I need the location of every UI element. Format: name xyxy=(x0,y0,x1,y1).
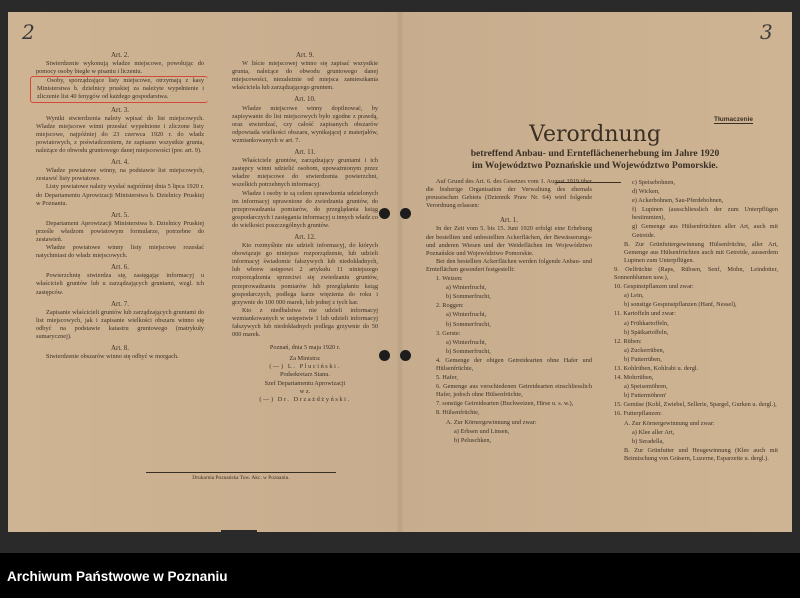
page-number-left: 2 xyxy=(22,20,35,44)
list-item: 5. Hafer, xyxy=(436,374,458,382)
list-item: 15. Gemüse (Kohl, Zwiebel, Sellerie, Spargel, Gurken u. dergl.), xyxy=(614,401,777,409)
right-page-column-2 xyxy=(604,178,778,463)
list-item: a) Zuckerrüben, xyxy=(624,346,665,354)
art1-heading: Art. 1. xyxy=(499,216,519,225)
left-page-column-1 xyxy=(36,48,204,361)
paper-tear xyxy=(221,530,257,538)
art11-heading: Art. 11. xyxy=(294,148,316,157)
list-item: 9. Oelfrüchte (Raps, Rübsen, Senf, Mohn, Leindotter, Sonnenblumen usw.), xyxy=(614,265,778,282)
document-title-block xyxy=(420,122,770,172)
list-item: 10. Gespinstpflanzen und zwar: xyxy=(614,283,694,291)
list-item: b) Futterrüben, xyxy=(624,355,662,363)
list-item: 14. Mohrrüben, xyxy=(614,374,654,382)
list-item: a) Speisemöhren, xyxy=(624,383,668,391)
left-page-column-2 xyxy=(232,48,378,404)
document-sheet xyxy=(8,12,792,532)
art12-heading: Art. 12. xyxy=(294,232,316,241)
binding-hole xyxy=(379,350,390,361)
list-item: e) Ackerbohnen, Sau-Pferdebohnen, xyxy=(632,197,724,205)
list-item: A. Zur Körnergewinnung und zwar: xyxy=(446,418,537,426)
art4-heading: Art. 4. xyxy=(110,158,130,167)
art8-paragraph-1: Stwierdzenie obszarów winno się odbyć w morgach. xyxy=(46,353,179,361)
list-item: b) Sommerfrucht, xyxy=(446,347,491,355)
list-item: b) Peluschken, xyxy=(454,436,492,444)
list-item: b) Spätkartoffeln, xyxy=(624,328,669,336)
list-item: d) Wicken, xyxy=(632,188,660,196)
list-item: a) Lein, xyxy=(624,292,644,300)
red-marker-highlight xyxy=(30,76,208,102)
binding-hole xyxy=(400,208,411,219)
art12-paragraph-2: Kto z niedbalstwa nie udzieli informacyj wzmiankowanych w ustępstwie 1 lub udzieli informacyj fałszywych lub niedokładnych podlega grzywnie do 50 000 marek. xyxy=(232,306,378,339)
list-item: B. Zur Grünfutter und Heugewinnung (Klee auch mit Beimischung von Gräsern, Luzerne, Esparzette u. dergl.). xyxy=(624,446,778,462)
document-title: Verordnung xyxy=(529,122,661,147)
translation-label: Tłumaczenie xyxy=(714,116,754,123)
list-item: b) Sommerfrucht, xyxy=(446,320,491,328)
list-item: a) Winterfrucht, xyxy=(446,338,487,346)
art1-paragraph-1: In der Zeit vom 5. bis 15. Juni 1920 erfolgt eine Erhebung der bestellten und unbestellten Ackerflächen, der Bewässerungs- und anderen Wiesen und der Weideflächen im Województwo Poznańskie und Województwo Pomorskie. xyxy=(426,225,592,257)
art9-paragraph-1: W liście miejscowej winno się zapisać wszystkie grunta, należące do obwodu gruntowego danej miejscowości, niezależnie od miejsca zamieszkania właściciela lub zarządzającego gruntem. xyxy=(232,60,378,92)
archive-name: Archiwum Państwowe w Poznaniu xyxy=(7,569,228,584)
binding-hole xyxy=(379,208,390,219)
list-item: 12. Rüben: xyxy=(614,337,642,345)
page-number-right: 3 xyxy=(760,20,773,44)
list-item: 8. Hülsenfrüchte, xyxy=(436,409,480,417)
list-item: 1. Weizen: xyxy=(436,275,463,283)
list-item: 3. Gerste: xyxy=(436,329,461,337)
list-item: a) Erbsen und Linsen, xyxy=(454,427,510,435)
signature-line-3: Podsekretarz Stanu. xyxy=(279,371,330,379)
art2-heading: Art. 2. xyxy=(110,51,130,59)
signature-line-2: (—) L. Pluciński. xyxy=(269,363,341,371)
art7-heading: Art. 7. xyxy=(110,299,130,308)
crop-list-part-2 xyxy=(604,179,778,463)
right-page-column-1 xyxy=(426,178,592,445)
list-item: 4. Gemenge der obigen Getreidearten ohne Hafer und Hülsenfrüchte, xyxy=(436,356,592,372)
intro-paragraph: Auf Grund des Art. 6. des Gesetzes vom 1. August 1919 über die bisherige Organisation der Verwaltung des ehemals preussischen Gebiets (Dziennik Praw Nr. 64) wird folgende Verordnung erlassen: xyxy=(426,178,592,210)
list-item: 6. Gemenge aus verschiedenen Getreidearten einschliesslich Hafer, jedoch ohne Hülsenfrüchte, xyxy=(436,383,592,399)
list-item: c) Speisebohnen, xyxy=(632,179,676,186)
art2-paragraph-1: Stwierdzenie wykonują władze miejscowe, powołując do pomocy osoby biegłe w pisaniu i liczeniu. xyxy=(36,60,204,76)
art10-paragraph-1: Władze miejscowe winny dopilnować, by zapisywanie do list miejscowych było zgodne z prawdą, oraz stwierdzać, czy całość zapisanych obszarów odpowiada wielkości obszaru, wynikającej z materjałów, wzmiankowanych w art. 7. xyxy=(232,104,378,144)
list-item: a) Klee aller Art, xyxy=(632,428,675,436)
art10-heading: Art. 10. xyxy=(294,95,316,104)
art11-paragraph-1: Właściciele gruntów, zarządzający gruntami i ich zastępcy winni udzielić osobom, upoważnionym przez władze miejscowe do stwierdzenia powierzchni, wszelkich potrzebnych informacyj. xyxy=(232,157,378,189)
art6-paragraph-1: Powierzchnię stwierdza się, zasięgając informacyj u właścicieli gruntów lub u zarządzających gruntami, wzgl. ich zastępców. xyxy=(36,272,204,296)
art3-heading: Art. 3. xyxy=(110,105,130,114)
art8-heading: Art. 8. xyxy=(110,344,130,353)
art3-paragraph-1: Wyniki stwierdzenia należy wpisać do list miejscowych. Władze miejscowe winni przesłać wypełnione i zliczone listy miejscowe, najpóźniej do 23 czerwca 1920 r. do władz powiatowych, z poświadczeniem, że zapisano wszystkie grunta, należące do obwodu gruntowego danej miejscowości (por. art. 9). xyxy=(36,114,204,155)
art5-paragraph-2: Władze powiatowe winny listy miejscowe rozesłać natychmiast do władz miejscowych. xyxy=(36,244,204,260)
list-item: 13. Kohlrüben, Kohlrabi u. dergl. xyxy=(614,364,699,372)
signature-line-6: (—) Dr. Drzażdżyński. xyxy=(259,395,351,403)
signature-line-4: Szef Departamentu Aprowizacji xyxy=(264,379,346,387)
art9-heading: Art. 9. xyxy=(295,51,315,59)
art5-heading: Art. 5. xyxy=(110,210,130,219)
signature-line-1: Za Ministra: xyxy=(289,355,321,363)
art1-paragraph-2: Bei den bestellten Ackerflächen werden folgende Anbau- und Ernteflächen gesondert festgestellt: xyxy=(426,257,592,273)
art2-paragraph-2: Osoby, sporządzające listy miejscowe, otrzymają z kasy Ministerstwa b. dzielnicy pruskiej za należyte wypełnienie i zliczenie list 40 fenygów od każdego gospodarstwa. xyxy=(37,77,204,101)
list-item: a) Winterfrucht, xyxy=(446,284,487,292)
list-item: A. Zur Körnergewinnung und zwar: xyxy=(624,419,715,427)
list-item: b) Seradella, xyxy=(632,437,664,445)
list-item: b) Futtermöhren' xyxy=(624,392,667,400)
art5-paragraph-1: Departament Aprowizacji Ministerstwa b. Dzielnicy Pruskiej prześle władzom powiatowym formularze, potrzebne do zestawień. xyxy=(36,219,204,243)
list-item: f) Lupinen (ausschliesslich der zum Unterpflügen bestimmten), xyxy=(632,206,778,222)
list-item: 11. Kartoffeln und zwar: xyxy=(614,310,676,318)
art12-paragraph-1: Kto rozmyślnie nie udzieli informacyj, do których obowiązuje go niniejsze rozporządzenie, lub udzieli informacyj świadomie fałszywych lub niedokładnych, lub wbrew ustępowi 2 artykułu 11 niniejszego rozporządzenia sprzeciwi się zwiedzaniu gruntów, przeprowadzaniu pomiarów lub przeglądaniu ksiąg gospodarczych, podlega karze więzienia do roku i grzywnie do 100 000 marek, lub jednej z tych kar. xyxy=(232,242,378,306)
list-item: 2. Roggen: xyxy=(436,302,464,310)
list-item: b) sonstige Gespinstpflanzen (Hanf, Nessel), xyxy=(624,301,737,309)
archive-footer xyxy=(0,553,800,598)
art6-heading: Art. 6. xyxy=(110,263,130,272)
document-subtitle-2: im Województwo Poznańskie und Województwo Pomorskie. xyxy=(472,160,718,171)
signature-line-5: w z. xyxy=(299,387,311,395)
list-item: b) Sommerfrucht, xyxy=(446,293,491,301)
signature-place-date: Poznań, dnia 5 maja 1920 r. xyxy=(269,344,341,352)
printer-imprint: Drukarnia Poznańska Tow. Akc. w Poznaniu. xyxy=(146,472,336,481)
binding-hole xyxy=(400,350,411,361)
art4-paragraph-1: Władze powiatowe winny, na podstawie list miejscowych, zestawić listy powiatowe. xyxy=(36,167,204,183)
art7-paragraph-1: Zapisanie właścicieli gruntów lub zarządzających gruntami do list miejscowych, jak i zapisanie wielkości obszaru winno się odbyć na podstawie katastru gruntowego (matrykuły sumarycznej). xyxy=(36,308,204,340)
list-item: a) Frühkartoffeln, xyxy=(624,319,669,327)
list-item: B. Zur Grünfuttergewinnung Hülsenfrüchte, aller Art, Gemenge aus Hülsenfrüchten auch mit Getreide, ausserdem Lupinen zum Unterpflügen. xyxy=(624,240,778,264)
list-item: 16. Futterpflanzen: xyxy=(614,410,662,418)
document-subtitle-1: betreffend Anbau- und Ernteflächenerhebung im Jahre 1920 xyxy=(470,148,720,159)
art4-paragraph-2: Listy powiatowe należy wysłać najpóźniej dnia 5 lipca 1920 r. do Departamentu Aprowizacji Ministerstwa b. Dzielnicy Pruskiej w Poznaniu. xyxy=(36,183,204,207)
art11-paragraph-2: Władze i osoby te są celem sprawdzenia udzielonych im informacyj uprawnione do zwiedzania gruntów, do przeprowadzania pomiarów, do przeglądania ksiąg gospodarczych i zasięgania informacyj u innych władz co do wielkości poszczególnych gruntów. xyxy=(232,189,378,229)
list-item: g) Gemenge aus Hülsenfrüchten aller Art, auch mit Getreide. xyxy=(632,223,778,239)
list-item: 7. sonstige Getreidearten (Buchweizen, Hirse u. s. w.), xyxy=(436,400,574,408)
crop-list-part-1 xyxy=(426,275,592,445)
list-item: a) Winterfrucht, xyxy=(446,311,487,319)
